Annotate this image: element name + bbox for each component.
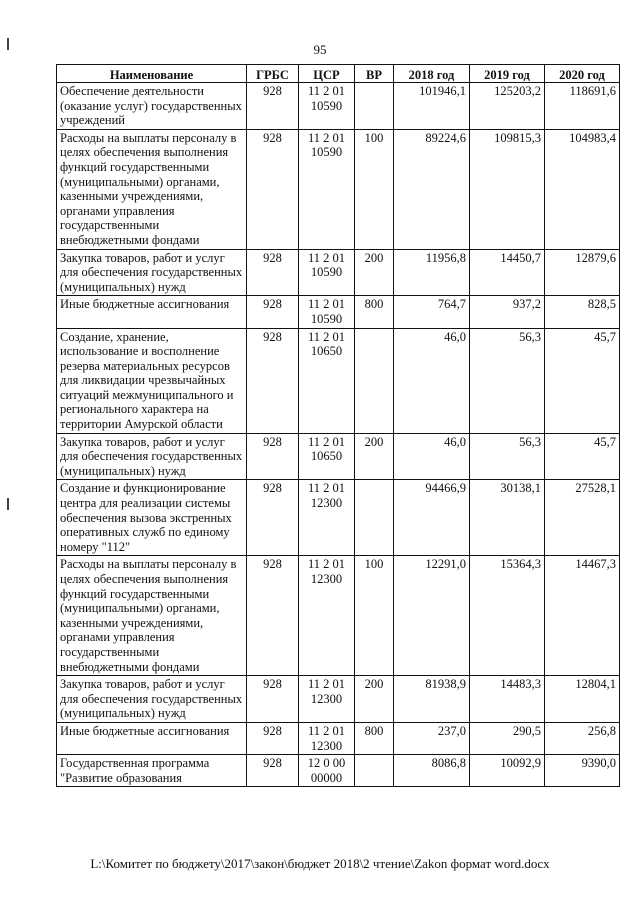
header-name: Наименование bbox=[57, 65, 247, 83]
cell-csr: 12 0 00 00000 bbox=[299, 755, 355, 787]
cell-2019: 56,3 bbox=[470, 328, 545, 433]
table-row bbox=[57, 328, 620, 433]
cell-2018: 46,0 bbox=[394, 328, 470, 433]
cell-grbs: 928 bbox=[247, 480, 299, 556]
cell-name: Закупка товаров, работ и услуг для обеспечения государственных (муниципальных) нужд bbox=[57, 676, 247, 723]
cell-vr: 100 bbox=[355, 556, 394, 676]
header-2018: 2018 год bbox=[394, 65, 470, 83]
cell-2020: 12804,1 bbox=[545, 676, 620, 723]
cell-grbs: 928 bbox=[247, 755, 299, 787]
cell-name: Расходы на выплаты персоналу в целях обеспечения выполнения функций государственными (муниципальными) органами, казенными учреждениями, органами управления государственными внебюджетными фондами bbox=[57, 556, 247, 676]
header-2020: 2020 год bbox=[545, 65, 620, 83]
cell-2020: 27528,1 bbox=[545, 480, 620, 556]
cell-csr: 11 2 01 10590 bbox=[299, 83, 355, 130]
cell-grbs: 928 bbox=[247, 722, 299, 754]
cell-name: Расходы на выплаты персоналу в целях обеспечения выполнения функций государственными (муниципальными) органами, казенными учреждениями, органами управления государственными внебюджетными фондами bbox=[57, 129, 247, 249]
header-row bbox=[57, 65, 620, 83]
cell-2019: 14450,7 bbox=[470, 249, 545, 296]
table-row bbox=[57, 556, 620, 676]
cell-2020: 9390,0 bbox=[545, 755, 620, 787]
cell-vr: 200 bbox=[355, 676, 394, 723]
cell-2019: 10092,9 bbox=[470, 755, 545, 787]
table-row bbox=[57, 722, 620, 754]
cell-2019: 290,5 bbox=[470, 722, 545, 754]
table-row bbox=[57, 83, 620, 130]
file-path-footer: L:\Комитет по бюджету\2017\закон\бюджет 2018\2 чтение\Zakon формат word.docx bbox=[90, 856, 550, 871]
cell-2020: 12879,6 bbox=[545, 249, 620, 296]
cell-2018: 764,7 bbox=[394, 296, 470, 328]
cell-csr: 11 2 01 12300 bbox=[299, 556, 355, 676]
header-csr: ЦСР bbox=[299, 65, 355, 83]
cell-2018: 81938,9 bbox=[394, 676, 470, 723]
cell-2020: 14467,3 bbox=[545, 556, 620, 676]
cell-grbs: 928 bbox=[247, 249, 299, 296]
cell-vr: 200 bbox=[355, 433, 394, 480]
cell-name: Закупка товаров, работ и услуг для обеспечения государственных (муниципальных) нужд bbox=[57, 433, 247, 480]
cell-name: Создание и функционирование центра для реализации системы обеспечения вызова экстренных оперативных служб по единому номеру "112" bbox=[57, 480, 247, 556]
cell-vr bbox=[355, 83, 394, 130]
header-2019: 2019 год bbox=[470, 65, 545, 83]
cell-grbs: 928 bbox=[247, 129, 299, 249]
table-row bbox=[57, 249, 620, 296]
table-row bbox=[57, 129, 620, 249]
table-row bbox=[57, 755, 620, 787]
cell-csr: 11 2 01 12300 bbox=[299, 676, 355, 723]
cell-2020: 828,5 bbox=[545, 296, 620, 328]
cell-name: Иные бюджетные ассигнования bbox=[57, 722, 247, 754]
page-number: 95 bbox=[313, 42, 327, 57]
cell-2020: 45,7 bbox=[545, 433, 620, 480]
cell-2019: 937,2 bbox=[470, 296, 545, 328]
cell-grbs: 928 bbox=[247, 328, 299, 433]
cell-2020: 118691,6 bbox=[545, 83, 620, 130]
cell-name: Создание, хранение, использование и восполнение резерва материальных ресурсов для ликвидации чрезвычайных ситуаций межмуниципального и регионального характера на территории Амурской области bbox=[57, 328, 247, 433]
table-row bbox=[57, 433, 620, 480]
header-grbs: ГРБС bbox=[247, 65, 299, 83]
cell-vr bbox=[355, 328, 394, 433]
cell-vr: 200 bbox=[355, 249, 394, 296]
cell-2019: 15364,3 bbox=[470, 556, 545, 676]
cell-csr: 11 2 01 10650 bbox=[299, 433, 355, 480]
header-vr: ВР bbox=[355, 65, 394, 83]
cell-2018: 94466,9 bbox=[394, 480, 470, 556]
table-body bbox=[57, 83, 620, 787]
cell-name: Иные бюджетные ассигнования bbox=[57, 296, 247, 328]
cell-2019: 109815,3 bbox=[470, 129, 545, 249]
budget-table bbox=[56, 64, 620, 787]
cell-vr bbox=[355, 755, 394, 787]
cell-grbs: 928 bbox=[247, 433, 299, 480]
cell-grbs: 928 bbox=[247, 556, 299, 676]
cell-csr: 11 2 01 10590 bbox=[299, 129, 355, 249]
cell-2019: 30138,1 bbox=[470, 480, 545, 556]
cell-2019: 56,3 bbox=[470, 433, 545, 480]
cell-csr: 11 2 01 10590 bbox=[299, 249, 355, 296]
cell-csr: 11 2 01 10590 bbox=[299, 296, 355, 328]
cell-grbs: 928 bbox=[247, 83, 299, 130]
cell-2020: 104983,4 bbox=[545, 129, 620, 249]
cell-name: Государственная программа "Развитие образования bbox=[57, 755, 247, 787]
scan-edge-mark bbox=[7, 498, 9, 510]
cell-vr bbox=[355, 480, 394, 556]
cell-2018: 89224,6 bbox=[394, 129, 470, 249]
cell-2018: 237,0 bbox=[394, 722, 470, 754]
cell-csr: 11 2 01 12300 bbox=[299, 722, 355, 754]
cell-grbs: 928 bbox=[247, 296, 299, 328]
cell-2020: 45,7 bbox=[545, 328, 620, 433]
cell-vr: 800 bbox=[355, 296, 394, 328]
table-row bbox=[57, 676, 620, 723]
cell-2018: 46,0 bbox=[394, 433, 470, 480]
cell-2018: 101946,1 bbox=[394, 83, 470, 130]
cell-csr: 11 2 01 10650 bbox=[299, 328, 355, 433]
cell-vr: 100 bbox=[355, 129, 394, 249]
cell-grbs: 928 bbox=[247, 676, 299, 723]
cell-name: Обеспечение деятельности (оказание услуг) государственных учреждений bbox=[57, 83, 247, 130]
cell-2020: 256,8 bbox=[545, 722, 620, 754]
cell-name: Закупка товаров, работ и услуг для обеспечения государственных (муниципальных) нужд bbox=[57, 249, 247, 296]
cell-vr: 800 bbox=[355, 722, 394, 754]
cell-2018: 8086,8 bbox=[394, 755, 470, 787]
cell-2019: 125203,2 bbox=[470, 83, 545, 130]
table-row bbox=[57, 296, 620, 328]
table-header bbox=[57, 65, 620, 83]
cell-2018: 11956,8 bbox=[394, 249, 470, 296]
cell-2019: 14483,3 bbox=[470, 676, 545, 723]
table-row bbox=[57, 480, 620, 556]
cell-2018: 12291,0 bbox=[394, 556, 470, 676]
cell-csr: 11 2 01 12300 bbox=[299, 480, 355, 556]
